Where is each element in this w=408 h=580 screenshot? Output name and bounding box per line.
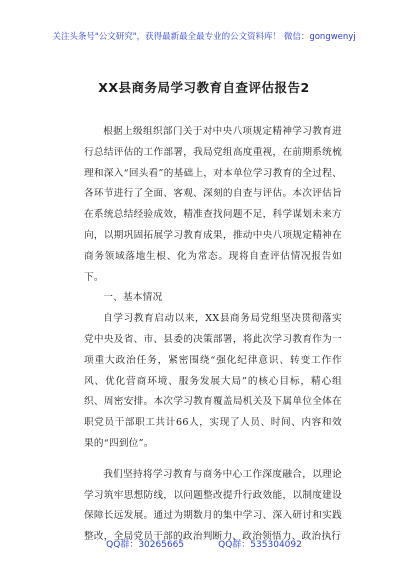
- paragraph-integration: 我们坚持将学习教育与商务中心工作深度融合，以理论学习筑牢思想防线，以问题整改提升行政效能，以制度建设保障长远发展。通过为期数月的集中学习、深入研讨和实践整改，全局党员干部的政治判断力、政治领悟力、政治执行: [84, 468, 342, 543]
- footer-qq-group-1: QQ群：30265665: [106, 540, 185, 550]
- header-promo-note: 关注头条号"公文研究"，获得最新最全最专业的公文资料库！ 微信：gongwenyj: [52, 32, 356, 42]
- section-heading-basic-situation: 一、基本情况: [103, 292, 163, 304]
- paragraph-intro: 根据上级组织部门关于对中央八项规定精神学习教育进行总结评估的工作部署，我局党组高度重视，在前期系统梳理和深入“回头看”的基础上，对本单位学习教育的全过程、各环节进行了全面、客观、深刻的自查与评估。本次评估旨在系统总结经验成效，精准查找问题不足，科学谋划未来方向，以期巩固拓展学习教育成果，推动中央八项规定精神在商务领域落地生根、化为常态。现将自查评估情况报告如下。: [84, 126, 342, 283]
- footer-qq-groups: [0, 537, 408, 550]
- document-title: XX县商务局学习教育自查评估报告2: [98, 80, 310, 95]
- document-body: [84, 122, 342, 548]
- footer-qq-group-2: QQ群：535304092: [218, 540, 302, 550]
- paragraph-basic-situation: 自学习教育启动以来，XX县商务局党组坚决贯彻落实党中央及省、市、县委的决策部署，将此次学习教育作为一项重大政治任务，紧密围绕“强化纪律意识、转变工作作风、优化营商环境、服务发展大局”的核心目标，精心组织、周密安排。本次学习教育覆盖局机关及下属单位全体在职党员干部职工共计66人，实现了人员、时间、内容和效果的“四到位”。: [84, 313, 342, 449]
